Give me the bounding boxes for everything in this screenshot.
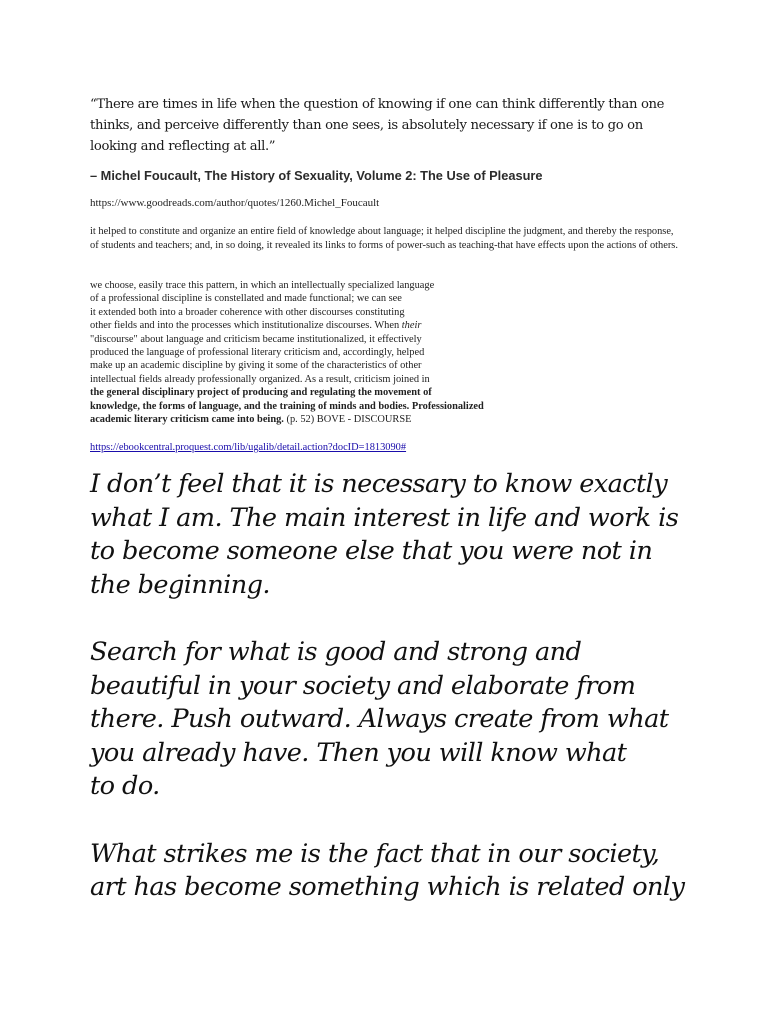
quote-line: I don’t feel that it is necessary to know exactly (90, 469, 668, 499)
excerpt-line (90, 386, 530, 399)
quote-line: you already have. Then you will know what (90, 737, 627, 768)
excerpt-line: it extended both into a broader coherence with other discourses constituting (90, 306, 405, 318)
large-quote-3 (90, 838, 690, 905)
excerpt-text: other fields and into the processes which institutionalize discourses. When (90, 320, 402, 332)
paragraph-bove-excerpt (90, 279, 530, 426)
quote-line: to do. (90, 771, 160, 802)
quote-line: the beginning. (90, 569, 270, 600)
excerpt-bold-text: knowledge, the forms of language, and the training of minds and bodies. Professionalized (90, 400, 484, 412)
excerpt-line: "discourse" about language and criticism became institutionalized, it effectively (90, 333, 422, 345)
foucault-quote: “There are times in life when the question of knowing if one can think differently than one thinks, and perceive differently than one sees, is absolutely necessary if one is to go on looking and reflecting at all.” (90, 97, 665, 154)
excerpt-line (90, 413, 530, 426)
quote-line: what I am. The main interest in life and work is (90, 502, 679, 533)
quote-line: beautiful in your society and elaborate from (90, 670, 636, 701)
quote-line: What strikes me is the fact that in our society, (90, 838, 660, 869)
quote-attribution: – Michel Foucault, The History of Sexuality, Volume 2: The Use of Pleasure (90, 168, 543, 183)
excerpt-line (90, 400, 530, 413)
excerpt-line: we choose, easily trace this pattern, in which an intellectually specialized language (90, 280, 435, 291)
quote-line: to become someone else that you were not in (90, 536, 653, 567)
quote-line: Search for what is good and strong and (90, 636, 582, 667)
excerpt-line: produced the language of professional literary criticism and, accordingly, helped (90, 347, 425, 359)
quote-line: there. Push outward. Always create from what (90, 704, 669, 735)
large-quote-1 (90, 468, 690, 602)
excerpt-line (90, 319, 530, 332)
excerpt-line: intellectual fields already professionally organized. As a result, criticism joined in (90, 373, 430, 385)
large-quote-2 (90, 636, 690, 804)
paragraph-discipline: it helped to constitute and organize an entire field of knowledge about language; it helped discipline the judgment, and thereby the response, of students and teachers; and, in so doing, it revealed its links to forms of power-such as teaching-that have effects upon the actions of others. (90, 226, 678, 251)
large-quotes (90, 468, 690, 938)
excerpt-line: make up an academic discipline by giving it some of the characteristics of other (90, 360, 422, 372)
source-url-text: https://www.goodreads.com/author/quotes/1260.Michel_Foucault (90, 197, 380, 209)
quote-line: art has become something which is related only (90, 872, 685, 903)
excerpt-line: of a professional discipline is constellated and made functional; we can see (90, 293, 402, 305)
excerpt-italic-word: their (401, 320, 422, 332)
excerpt-bold-text: the general disciplinary project of producing and regulating the movement of (90, 387, 432, 399)
excerpt-bold-text: academic literary criticism came into being. (90, 414, 284, 426)
ebook-link[interactable]: https://ebookcentral.proquest.com/lib/ugalib/detail.action?docID=1813090# (90, 442, 407, 453)
excerpt-citation: (p. 52) BOVE - DISCOURSE (283, 414, 412, 426)
